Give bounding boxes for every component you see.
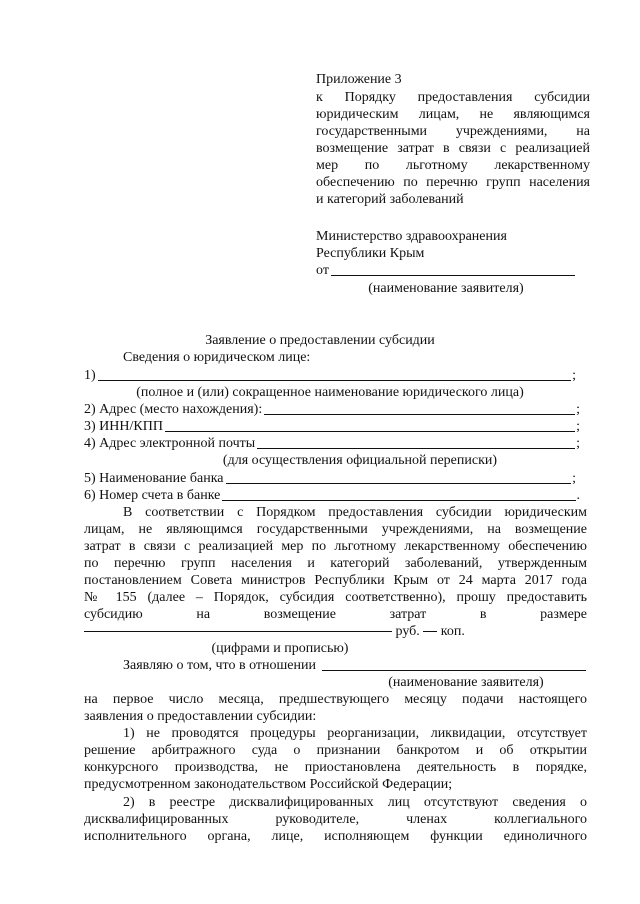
declare-field[interactable]: [123, 657, 587, 674]
item2-line: 2) в реестре дисквалифицированных лиц отсутствуют сведения о: [123, 795, 587, 810]
recipient-ministry: Министерство здравоохранения: [316, 229, 507, 244]
field-email[interactable]: [84, 435, 580, 452]
from-hint: (наименование заявителя): [368, 281, 524, 296]
field-end-mark: ;: [572, 368, 576, 383]
para2-line: на первое число месяца, предшествующего месяцу подачи настоящего: [84, 692, 587, 707]
para1-line: № 155 (далее – Порядок, субсидия соответственно), прошу предоставить: [84, 590, 587, 605]
declare-blank-line[interactable]: [322, 670, 586, 671]
field-bank-name[interactable]: [84, 470, 576, 487]
item2-line: исполнительного органа, лице, исполняющем функции единоличного: [84, 829, 587, 844]
para1-line: постановлением Совета министров Республики Крым от 24 марта 2017 года: [84, 573, 587, 588]
legal-name-hint: (полное и (или) сокращенное наименование юридического лица): [136, 385, 524, 400]
from-blank-line[interactable]: [331, 275, 575, 276]
amount-blank-line[interactable]: [84, 631, 392, 632]
appendix-line: к Порядку предоставления субсидии: [316, 90, 590, 105]
para1-line: по перечню групп населения и категорий заболеваний, утвержденным: [84, 556, 587, 571]
declare-label: Заявляю о том, что в отношении: [123, 658, 316, 673]
appendix-line: обеспечению по перечню групп населения: [316, 175, 590, 190]
kop-blank-line[interactable]: [423, 631, 437, 632]
inn-kpp-blank-line[interactable]: [165, 431, 575, 432]
appendix-line: юридическим лицам, не являющимся: [316, 107, 590, 122]
item1-line: решение арбитражного суда о признании банкротом и об открытии: [84, 743, 587, 758]
item1-line: предусмотренном законодательством Российской Федерации;: [84, 777, 453, 792]
kop-label: коп.: [440, 624, 465, 639]
field-legal-name-label: 1): [84, 368, 96, 383]
para1-line: лицам, не являющимся государственными учреждениями, на возмещение: [84, 522, 587, 537]
field-inn-kpp[interactable]: [84, 418, 580, 435]
field-address-label: 2) Адрес (место нахождения):: [84, 402, 263, 417]
field-inn-kpp-label: 3) ИНН/КПП: [84, 419, 163, 434]
field-legal-name[interactable]: [84, 367, 576, 384]
from-label: от: [316, 263, 329, 278]
appendix-line: возмещение затрат в связи с реализацией: [316, 141, 590, 156]
appendix-line: государственными учреждениями, на: [316, 124, 590, 139]
field-bank-name-label: 5) Наименование банка: [84, 471, 224, 486]
field-bank-account[interactable]: [84, 487, 580, 504]
para2-line: заявления о предоставлении субсидии:: [84, 709, 317, 724]
field-bank-account-label: 6) Номер счета в банке: [84, 488, 221, 503]
form-title: Заявление о предоставлении субсидии: [205, 333, 435, 348]
legal-name-blank-line[interactable]: [98, 380, 571, 381]
bank-account-blank-line[interactable]: [222, 500, 575, 501]
appendix-line: и категорий заболеваний: [316, 192, 464, 207]
item1-line: 1) не проводятся процедуры реорганизации, ликвидации, отсутствует: [123, 726, 587, 741]
para1-line: субсидию на возмещение затрат в размере: [84, 607, 587, 622]
field-email-label: 4) Адрес электронной почты: [84, 436, 256, 451]
field-end-mark: ;: [572, 471, 576, 486]
from-field[interactable]: [316, 262, 576, 279]
amount-field[interactable]: [84, 623, 465, 640]
field-end-mark: ;: [576, 402, 580, 417]
recipient-region: Республики Крым: [316, 246, 425, 261]
item2-line: дисквалифицированных руководителе, членах коллегиального: [84, 812, 587, 827]
para1-line: затрат в связи с реализацией мер по льготному лекарственному обеспечению: [84, 539, 587, 554]
field-address[interactable]: [84, 401, 580, 418]
declare-hint: (наименование заявителя): [388, 675, 544, 690]
appendix-title: Приложение 3: [316, 72, 402, 87]
bank-name-blank-line[interactable]: [226, 483, 572, 484]
appendix-line: мер по льготному лекарственному: [316, 158, 590, 173]
field-end-mark: ;: [576, 419, 580, 434]
para1-line: В соответствии с Порядком предоставления субсидии юридическим: [123, 505, 587, 520]
field-end-mark: ;: [576, 436, 580, 451]
field-end-mark: .: [576, 488, 580, 503]
email-blank-line[interactable]: [257, 448, 575, 449]
email-hint: (для осуществления официальной переписки): [222, 453, 498, 468]
item1-line: конкурсного производства, не приостановлена деятельность в порядке,: [84, 760, 587, 775]
address-blank-line[interactable]: [264, 414, 575, 415]
form-intro: Сведения о юридическом лице:: [123, 350, 311, 365]
rub-label: руб.: [395, 624, 420, 639]
amount-hint: (цифрами и прописью): [211, 641, 349, 656]
